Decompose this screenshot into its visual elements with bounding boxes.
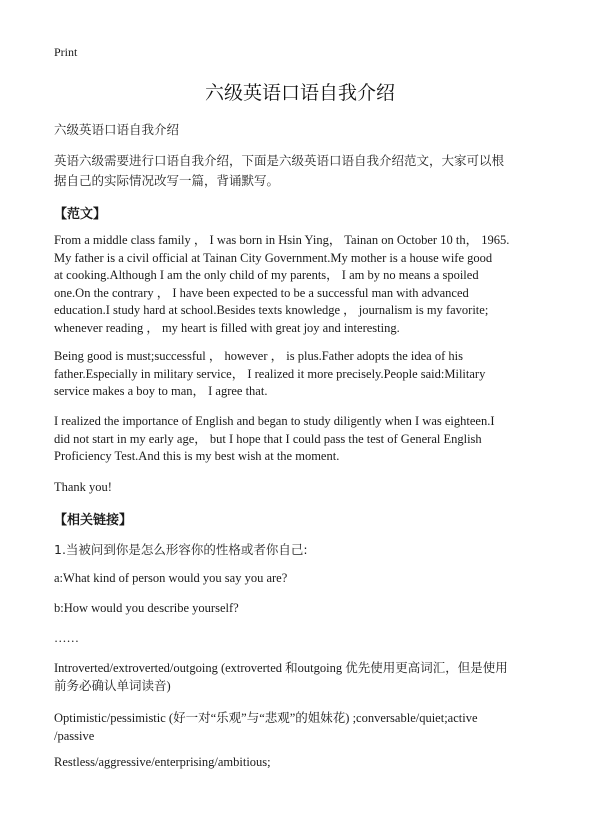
essay-line: one.On the contrary ， I have been expected to be a successful man with advanced [54,285,469,300]
answer-b: b:How would you describe yourself? [54,601,239,615]
vocab-line: 前务必确认单词读音) [54,679,171,693]
essay-line: at cooking.Although I am the only child of my parents， I am by no means a spoiled [54,268,479,282]
section-heading-links: 【相关链接】 [54,513,133,528]
intro-paragraph [54,151,554,191]
vocab-item-2 [54,709,554,745]
intro-line: 据自己的实际情况改写一篇，背诵默写。 [54,173,280,188]
essay-line: Being good is must;successful ， however ， is plus.Father adopts the idea of his [54,349,463,363]
subtitle: 六级英语口语自我介绍 [54,122,180,137]
print-link[interactable]: Print [54,45,78,59]
vocab-line: /passive [54,729,95,743]
essay-line: From a middle class family ， I was born in Hsin Ying， Tainan on October 10 th， 1965. [54,233,510,247]
intro-line: 英语六级需要进行口语自我介绍，下面是六级英语口语自我介绍范文，大家可以根 [54,153,505,168]
answer-a: a:What kind of person would you say you are? [54,571,288,585]
essay-line: did not start in my early age， but I hope that I could pass the test of General English [54,431,482,446]
vocab-line: Introverted/extroverted/outgoing (extroverted 和outgoing 优先使用更高词汇，但是使用 [54,661,508,675]
essay-line: education.I study hard at school.Besides texts knowledge ， journalism is my favorite; [54,303,489,317]
essay-line: I realized the importance of English and began to study diligently when I was eighteen.I [54,414,495,428]
essay-line: whenever reading ， my heart is filled with great joy and interesting. [54,320,400,335]
vocab-line: Optimistic/pessimistic (好一对“乐观”与“悲观”的姐妹花) ;conversable/quiet;active [54,711,478,725]
essay-line: My father is a civil official at Tainan City Government.My mother is a house wife good [54,250,493,265]
question-1: 1.当被问到你是怎么形容你的性格或者你自己: [54,542,308,557]
essay-paragraph-2 [54,348,554,401]
essay-line: Proficiency Test.And this is my best wish at the moment. [54,449,340,463]
essay-paragraph-1 [54,232,554,337]
section-heading-essay: 【范文】 [54,207,107,222]
vocab-item-1 [54,659,554,695]
essay-line: service makes a boy to man， I agree that. [54,384,268,398]
vocab-item-3: Restless/aggressive/enterprising/ambitious; [54,755,271,769]
page-title: 六级英语口语自我介绍 [204,82,395,104]
essay-paragraph-3 [54,413,554,466]
essay-line: father.Especially in military service， I realized it more precisely.People said:Military [54,366,486,381]
essay-closing: Thank you! [54,480,112,494]
ellipsis: …… [54,631,79,645]
